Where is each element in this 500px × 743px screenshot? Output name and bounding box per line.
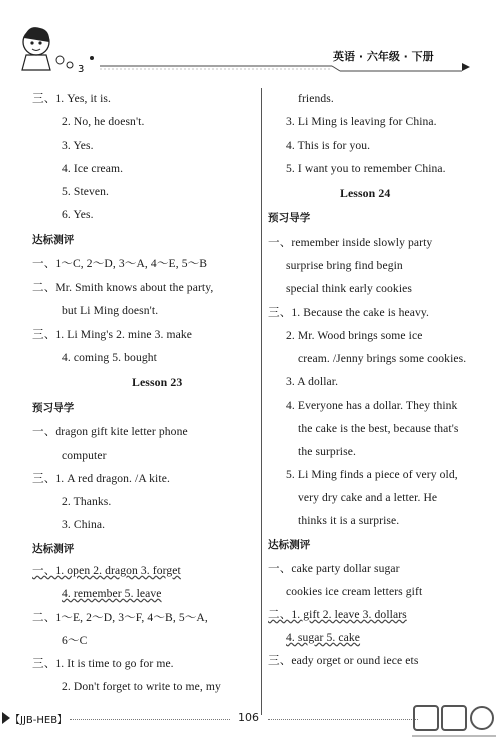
right-column-line: 3. Li Ming is leaving for China. [286,115,437,128]
right-column-line: surprise bring find begin [286,259,403,272]
right-column-line: 三、1. Because the cake is heavy. [268,306,430,319]
right-column-line: 4. Everyone has a dollar. They think [286,399,458,412]
right-column-line: the surprise. [298,445,356,458]
right-column-line: cookies ice cream letters gift [286,585,423,598]
left-column-line: 5. Steven. [62,185,110,198]
left-column-line: 预习导学 [32,402,75,414]
footer-dots-right [268,719,418,720]
right-column-line: 5. I want you to remember China. [286,162,446,175]
mascot-icon [8,20,103,80]
right-column-line: friends. [298,92,334,105]
svg-text:3: 3 [78,64,85,75]
right-column-line: special think early cookies [286,282,413,295]
arrow-icon [2,712,10,724]
left-column-line: 三、1. It is time to go for me. [32,657,174,670]
left-column-line: 2. Don't forget to write to me, my [62,680,221,693]
right-column-line: 4. This is for you. [286,139,371,152]
book-title: 英语 · 六年级 · 下册 [333,50,434,63]
left-column-line: 4. coming 5. bought [62,351,157,364]
right-column-line: 4. sugar 5. cake [286,631,361,644]
left-column-line: 6. Yes. [62,208,94,221]
watermark-logo [412,702,496,742]
right-column-line: 一、remember inside slowly party [268,236,433,249]
left-column-line: 4. remember 5. leave [62,587,162,600]
left-column-line: Lesson 23 [132,375,183,389]
left-column-line: 达标测评 [32,234,75,246]
left-column-line: 一、1～C, 2～D, 3～A, 4～E, 5～B [32,257,208,270]
right-column-line: the cake is the best, because that's [298,422,459,435]
left-column-line: computer [62,449,107,462]
right-column-line: thinks it is a surprise. [298,514,400,527]
left-column-line: 2. Thanks. [62,495,112,508]
footer-dots-left [70,719,230,720]
right-column-line: 二、1. gift 2. leave 3. dollars [268,608,407,621]
right-column-line: very dry cake and a letter. He [298,491,438,504]
left-column-line: 2. No, he doesn't. [62,115,145,128]
right-column-line: 一、cake party dollar sugar [268,562,400,575]
right-column-line: 预习导学 [268,212,311,224]
left-column-line: 一、dragon gift kite letter phone [32,425,188,438]
left-column-line: 3. China. [62,518,106,531]
right-column-line: 三、eady orget or ound iece ets [268,654,419,667]
right-column-line: Lesson 24 [340,186,391,200]
left-column-line: 三、1. Yes, it is. [32,92,112,105]
left-column-line: but Li Ming doesn't. [62,304,159,317]
left-column-line: 6～C [62,634,88,647]
left-column-line: 二、1～E, 2～D, 3～F, 4～B, 5～A, [32,611,208,624]
right-column-line: 5. Li Ming finds a piece of very old, [286,468,458,481]
left-column-line: 4. Ice cream. [62,162,124,175]
left-column-line: 三、1. A red dragon. /A kite. [32,472,170,485]
left-column-line: 一、1. open 2. dragon 3. forget [32,564,181,577]
right-column-line: 3. A dollar. [286,375,339,388]
page-footer [0,700,500,743]
right-column-line: cream. /Jenny brings some cookies. [298,352,467,365]
left-column-line: 3. Yes. [62,139,94,152]
left-column-line: 二、Mr. Smith knows about the party, [32,281,214,294]
left-column-line: 三、1. Li Ming's 2. mine 3. make [32,328,192,341]
right-column-line: 达标测评 [268,539,311,551]
right-column-line: 2. Mr. Wood brings some ice [286,329,423,342]
left-column-line: 达标测评 [32,543,75,555]
footer-tag: 【JJB-HEB】 [10,715,68,726]
column-divider [261,88,262,715]
page-header [0,0,500,80]
page-number: 106 [238,711,259,724]
